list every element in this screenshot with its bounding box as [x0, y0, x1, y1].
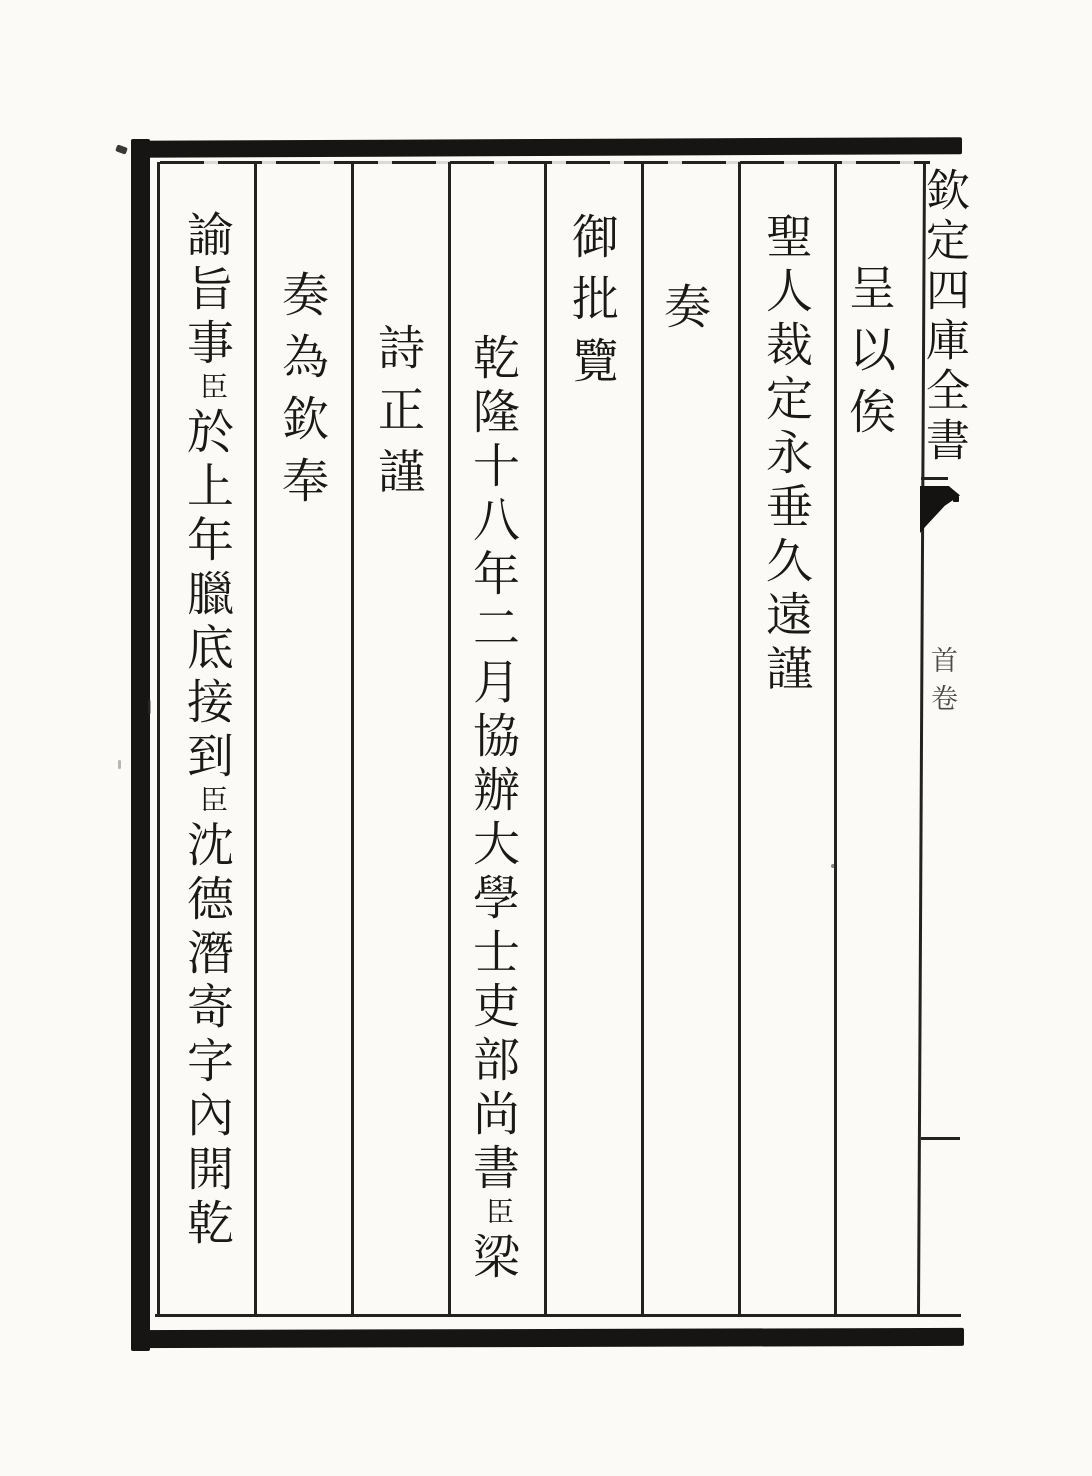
column-rule [157, 162, 160, 1316]
column-rule [448, 162, 451, 1316]
column-8-text-a: 諭旨事 [179, 210, 234, 372]
text-column-1 [841, 263, 896, 449]
inner-rule-bottom [155, 1314, 961, 1317]
column-rule [351, 162, 354, 1316]
column-rule [544, 162, 547, 1316]
text-column-7 [274, 270, 329, 518]
frame-border-left [131, 139, 150, 1351]
text-column-4 [564, 212, 619, 398]
column-8-minister-char-2: 臣 [196, 785, 229, 820]
gutter-tick [921, 1137, 960, 1140]
column-8-text-b: 於上年臘底接到 [179, 407, 234, 785]
column-4-text: 御批覽 [564, 212, 619, 398]
text-column-3 [656, 282, 711, 344]
column-rule [738, 162, 741, 1316]
scan-speck [115, 144, 128, 154]
book-title: 欽定四庫全書 [918, 167, 969, 467]
scan-speck [148, 700, 151, 714]
fishtail-speck [953, 496, 959, 502]
column-2-text: 聖人裁定永垂久遠謹 [758, 212, 813, 698]
column-rule [834, 162, 837, 1316]
frame-border-bottom [131, 1328, 964, 1348]
scan-speck [831, 864, 835, 868]
column-5-text: 乾隆十八年二月協辦大學士吏部尚書 [465, 333, 520, 1197]
scan-speck [118, 760, 121, 769]
volume-label: 首卷 [926, 646, 957, 722]
text-column-2 [758, 212, 813, 698]
fishtail-mark [920, 486, 960, 533]
column-5-minister-char: 臣 [482, 1197, 515, 1232]
text-column-8 [179, 210, 234, 1252]
title-box-bottom-tick [921, 477, 948, 480]
column-rule [641, 162, 644, 1316]
column-7-text: 奏為欽奉 [274, 270, 329, 518]
text-column-5 [465, 333, 520, 1286]
column-8-minister-char-1: 臣 [196, 372, 229, 407]
column-6-text: 詩正謹 [370, 323, 425, 509]
column-3-text: 奏 [656, 282, 711, 344]
column-1-text: 呈以俟 [841, 263, 896, 449]
column-5-surname: 梁 [465, 1232, 520, 1286]
frame-border-top [131, 137, 962, 158]
column-8-text-c: 沈德潛寄字內開乾 [179, 820, 234, 1252]
text-column-6 [370, 323, 425, 509]
column-rule [254, 162, 257, 1316]
